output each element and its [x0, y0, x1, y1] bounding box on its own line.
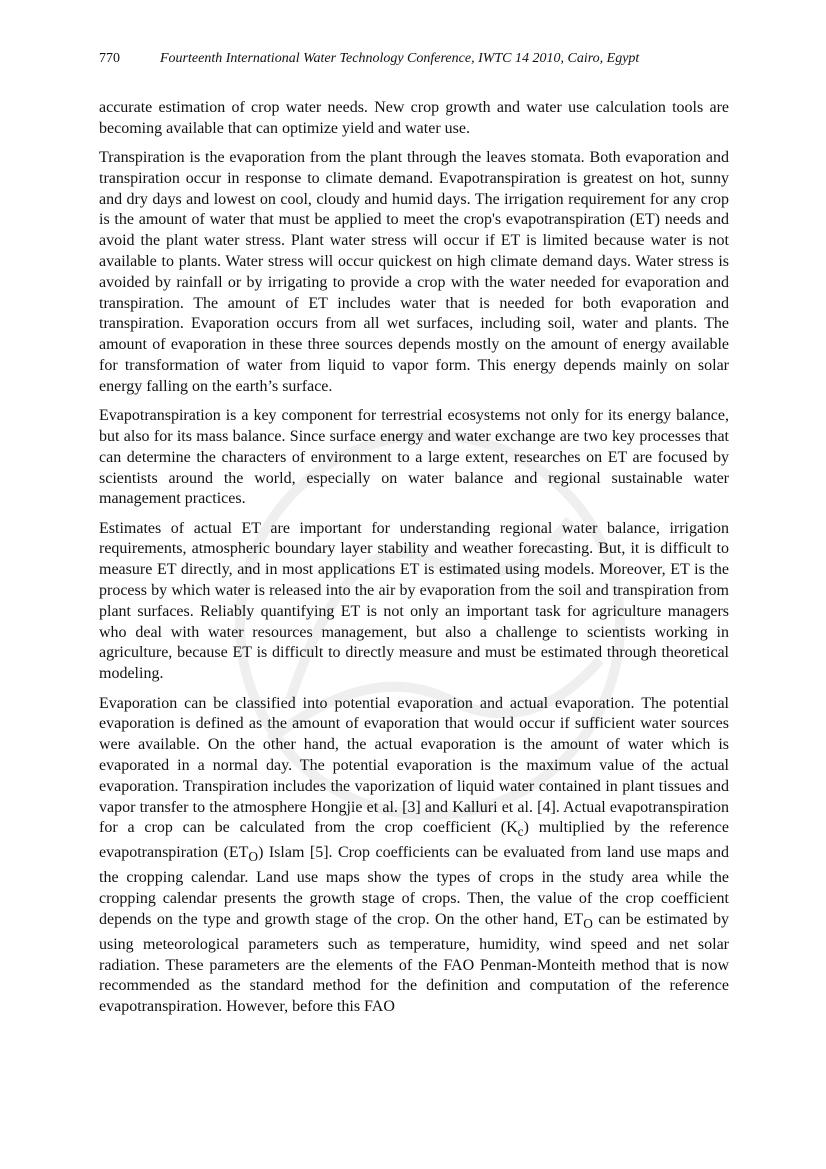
paragraph-5-text-2: ) multiplied by the reference evapotranspiration (ET [99, 819, 730, 862]
subscript-o-2: O [583, 916, 593, 932]
page-header [99, 49, 727, 69]
paragraph-1: accurate estimation of crop water needs. New crop growth and water use calculation tools are becoming available that can optimize yield and water use. [99, 99, 729, 137]
paragraph-4: Estimates of actual ET are important for understanding regional water balance, irrigation requirements, atmospheric boundary layer stability and weather forecasting. But, it is difficult to measure ET directly, and in most applications ET is estimated using models. Moreover, ET is the process by which water is released into the air by evaporation from the soil and transpiration from plant surfaces. Reliably quantifying ET is not only an important task for agriculture managers who deal with water resources management, but also a challenge to scientists working in agriculture, because ET is difficult to directly measure and must be estimated through theoretical modeling. [99, 519, 729, 683]
subscript-c: c [517, 824, 524, 840]
paragraph-5-text-1: Evaporation can be classified into potential evaporation and actual evaporation. The potential evaporation is defined as the amount of evaporation that would occur if sufficient water sources were available. On the other hand, the actual evaporation is the amount of water which is evaporated in a normal day. The potential evaporation is the maximum value of the actual evaporation. Transpiration includes the vaporization of liquid water contained in plant tissues and vapor transfer to the atmosphere Hongjie et al. [3] and Kalluri et al. [4]. Actual evapotranspiration for a crop can be calculated from the crop coefficient (K [99, 694, 729, 837]
page-number: 770 [99, 51, 120, 66]
running-title: Fourteenth International Water Technology Conference, IWTC 14 2010, Cairo, Egypt [160, 51, 640, 66]
article-body [99, 98, 729, 1027]
paragraph-2: Transpiration is the evaporation from the plant through the leaves stomata. Both evaporation and transpiration occur in response to climate demand. Evapotranspiration is greatest on hot, sunny and dry days and lowest on cool, cloudy and humid days. The irrigation requirement for any crop is the amount of water that must be applied to meet the crop's evapotranspiration (ET) needs and avoid the plant water stress. Plant water stress will occur if ET is limited because water is not available to plants. Water stress will occur quickest on high climate demand days. Water stress is avoided by rainfall or by irrigating to provide a crop with the water needed for evaporation and transpiration. The amount of ET includes water that is needed for both evaporation and transpiration. Evaporation occurs from all wet surfaces, including soil, water and plants. The amount of evaporation in these three sources depends mostly on the amount of energy available for transformation of water from liquid to vapor form. This energy depends mainly on solar energy falling on the earth’s surface. [99, 149, 729, 395]
paragraph-3: Evapotranspiration is a key component for terrestrial ecosystems not only for its energy balance, but also for its mass balance. Since surface energy and water exchange are two key processes that can determine the characters of environment to a large extent, researches on ET are focused by scientists around the world, especially on water balance and regional sustainable water management practices. [99, 407, 729, 508]
paragraph-5 [99, 694, 729, 1019]
paragraph-5-text-4: can be estimated by using meteorological parameters such as temperature, humidity, wind speed and net solar radiation. These parameters are the elements of the FAO Penman-Monteith method that is now recommended as the standard method for the definition and computation of the reference evapotranspiration. However, before this FAO [99, 910, 729, 1016]
subscript-o: O [248, 849, 259, 865]
paragraph-5-text-3: ) Islam [5]. Crop coefficients can be evaluated from land use maps and the cropping calendar. Land use maps show the types of crops in the study area while the cropping calendar presents the growth stage of crops. Then, the value of the crop coefficient depends on the type and growth stage of the crop. On the other hand, ET [99, 844, 729, 928]
